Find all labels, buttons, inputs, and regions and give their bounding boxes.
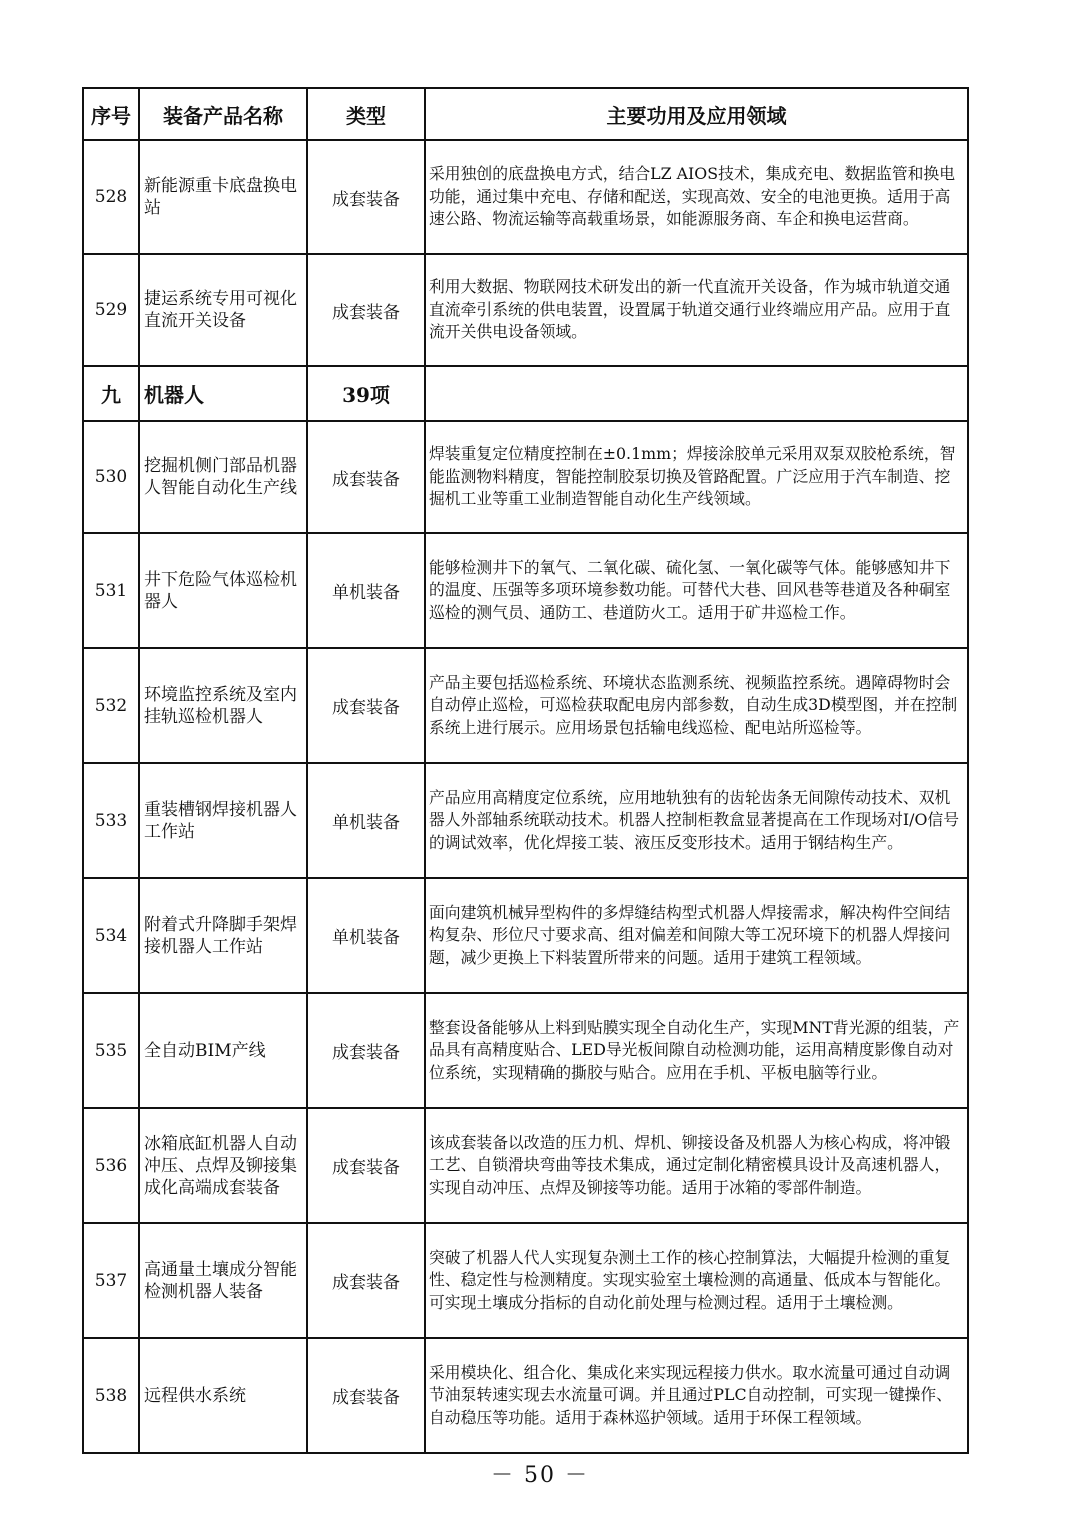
table-row: [83, 993, 968, 1108]
row-type: 成套装备: [307, 1223, 425, 1338]
section-no: 九: [83, 366, 139, 421]
row-name: 附着式升降脚手架焊接机器人工作站: [139, 878, 307, 993]
row-no: 529: [83, 254, 139, 366]
row-desc: 采用独创的底盘换电方式，结合LZ AIOS技术，集成充电、数据监管和换电功能，通过集中充电、存储和配送，实现高效、安全的电池更换。适用于高速公路、物流运输等高载重场景，如能源服务商、车企和换电运营商。: [425, 140, 968, 254]
row-type: 单机装备: [307, 533, 425, 648]
row-type: 成套装备: [307, 1108, 425, 1223]
row-no: 530: [83, 421, 139, 533]
table-row: [83, 1338, 968, 1453]
row-name: 井下危险气体巡检机器人: [139, 533, 307, 648]
row-no: 528: [83, 140, 139, 254]
row-desc: 产品应用高精度定位系统，应用地轨独有的齿轮齿条无间隙传动技术、双机器人外部轴系统联动技术。机器人控制柜教盒显著提高在工作现场对I/O信号的调试效率，优化焊接工装、液压反变形技术。适用于钢结构生产。: [425, 763, 968, 878]
section-empty: [425, 366, 968, 421]
page-number: － 50 －: [491, 1463, 589, 1488]
row-no: 531: [83, 533, 139, 648]
row-no: 538: [83, 1338, 139, 1453]
row-desc: 产品主要包括巡检系统、环境状态监测系统、视频监控系统。遇障碍物时会自动停止巡检，可巡检获取配电房内部参数，自动生成3D模型图，并在控制系统上进行展示。应用场景包括输电线巡检、配电站所巡检等。: [425, 648, 968, 763]
table-row: [83, 140, 968, 254]
row-no: 535: [83, 993, 139, 1108]
table-row: [83, 763, 968, 878]
row-name: 高通量土壤成分智能检测机器人装备: [139, 1223, 307, 1338]
row-name: 挖掘机侧门部品机器人智能自动化生产线: [139, 421, 307, 533]
row-desc: 利用大数据、物联网技术研发出的新一代直流开关设备，作为城市轨道交通直流牵引系统的供电装置，设置属于轨道交通行业终端应用产品。应用于直流开关供电设备领域。: [425, 254, 968, 366]
row-desc: 整套设备能够从上料到贴膜实现全自动化生产，实现MNT背光源的组装，产品具有高精度贴合、LED导光板间隙自动检测功能，运用高精度影像自动对位系统，实现精确的撕胶与贴合。应用在手机、平板电脑等行业。: [425, 993, 968, 1108]
equipment-table: [82, 87, 969, 1454]
row-name: 重装槽钢焊接机器人工作站: [139, 763, 307, 878]
row-no: 536: [83, 1108, 139, 1223]
table-row: [83, 878, 968, 993]
row-desc: 面向建筑机械异型构件的多焊缝结构型式机器人焊接需求，解决构件空间结构复杂、形位尺寸要求高、组对偏差和间隙大等工况环境下的机器人焊接问题，减少更换上下料装置所带来的问题。适用于建筑工程领域。: [425, 878, 968, 993]
row-type: 成套装备: [307, 421, 425, 533]
header-type: 类型: [307, 88, 425, 140]
table-row: [83, 1223, 968, 1338]
row-no: 537: [83, 1223, 139, 1338]
row-desc: 焊装重复定位精度控制在±0.1mm；焊接涂胶单元采用双泵双胶枪系统，智能监测物料精度，智能控制胶泵切换及管路配置。广泛应用于汽车制造、挖掘机工业等重工业制造智能自动化生产线领域。: [425, 421, 968, 533]
row-no: 533: [83, 763, 139, 878]
section-count: 39项: [307, 366, 425, 421]
section-row: [83, 366, 968, 421]
row-name: 全自动BIM产线: [139, 993, 307, 1108]
row-type: 成套装备: [307, 648, 425, 763]
table-row: [83, 1108, 968, 1223]
table-row: [83, 533, 968, 648]
row-name: 环境监控系统及室内挂轨巡检机器人: [139, 648, 307, 763]
row-type: 成套装备: [307, 993, 425, 1108]
row-desc: 能够检测井下的氧气、二氧化碳、硫化氢、一氧化碳等气体。能够感知井下的温度、压强等多项环境参数功能。可替代大巷、回风巷等巷道及各种硐室巡检的测气员、通防工、巷道防火工。适用于矿井巡检工作。: [425, 533, 968, 648]
row-desc: 该成套装备以改造的压力机、焊机、铆接设备及机器人为核心构成，将冲锻工艺、自锁滑块弯曲等技术集成，通过定制化精密模具设计及高速机器人，实现自动冲压、点焊及铆接等功能。适用于冰箱的零部件制造。: [425, 1108, 968, 1223]
row-name: 捷运系统专用可视化直流开关设备: [139, 254, 307, 366]
row-name: 新能源重卡底盘换电站: [139, 140, 307, 254]
row-desc: 采用模块化、组合化、集成化来实现远程接力供水。取水流量可通过自动调节油泵转速实现去水流量可调。并且通过PLC自动控制，可实现一键操作、自动稳压等功能。适用于森林巡护领域。适用于环保工程领域。: [425, 1338, 968, 1453]
table-row: [83, 648, 968, 763]
row-type: 单机装备: [307, 878, 425, 993]
table-row: [83, 254, 968, 366]
header-desc: 主要功用及应用领域: [425, 88, 968, 140]
row-type: 成套装备: [307, 140, 425, 254]
row-type: 成套装备: [307, 254, 425, 366]
row-type: 成套装备: [307, 1338, 425, 1453]
row-no: 534: [83, 878, 139, 993]
header-name: 装备产品名称: [139, 88, 307, 140]
row-name: 冰箱底缸机器人自动冲压、点焊及铆接集成化高端成套装备: [139, 1108, 307, 1223]
header-no: 序号: [83, 88, 139, 140]
row-desc: 突破了机器人代人实现复杂测土工作的核心控制算法，大幅提升检测的重复性、稳定性与检测精度。实现实验室土壤检测的高通量、低成本与智能化。可实现土壤成分指标的自动化前处理与检测过程。适用于土壤检测。: [425, 1223, 968, 1338]
table-header-row: [83, 88, 968, 140]
table-row: [83, 421, 968, 533]
row-name: 远程供水系统: [139, 1338, 307, 1453]
row-no: 532: [83, 648, 139, 763]
row-type: 单机装备: [307, 763, 425, 878]
section-name: 机器人: [139, 366, 307, 421]
